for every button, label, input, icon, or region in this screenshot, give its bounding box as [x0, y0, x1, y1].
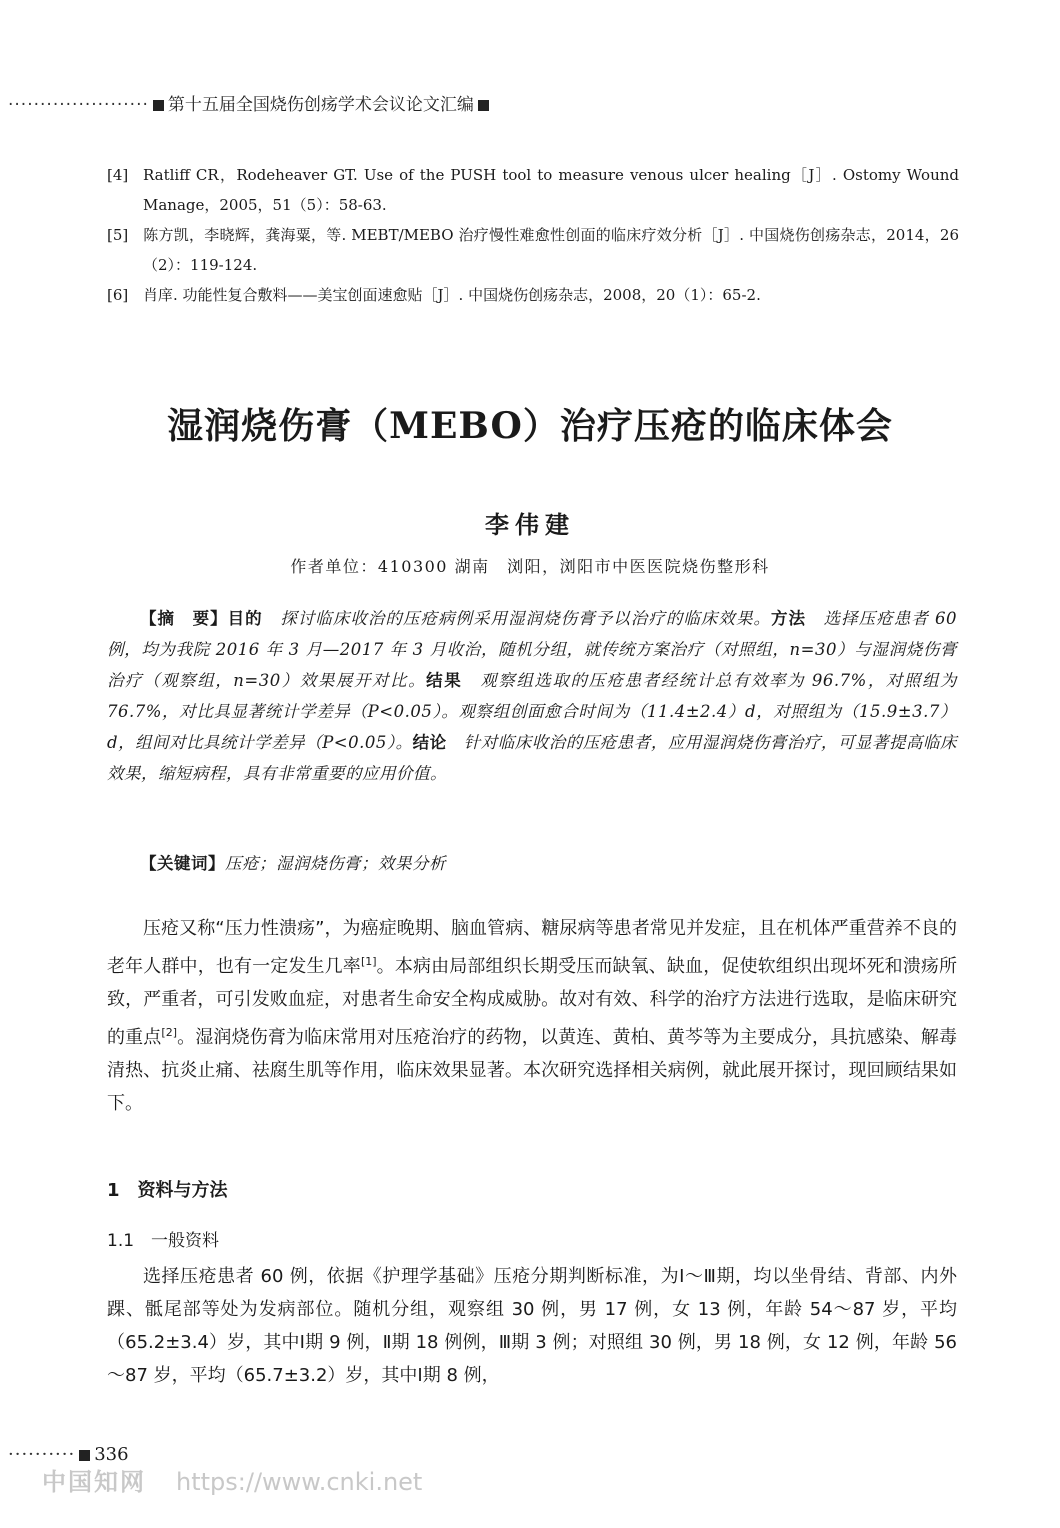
reference-number: [6] — [107, 286, 129, 304]
header-title: 第十五届全国烧伤创疡学术会议论文汇编 — [167, 95, 474, 115]
abstract-label: 【摘 要】 — [140, 609, 228, 628]
citation: [1] — [360, 955, 377, 968]
keywords-text: 压疮；湿润烧伤膏；效果分析 — [225, 854, 446, 873]
reference-text: 陈方凯，李晓辉，龚海粟，等. MEBT/MEBO 治疗慢性难愈性创面的临床疗效分析［J］. 中国烧伤创疡杂志，2014，26（2）：119-124. — [143, 226, 959, 274]
result-text: 观察组选取的压疮患者经统计总有效率为 96.7%，对照组为 76.7%，对比具显著统计学差异（P<0.05）。观察组创面愈合时间为（11.4±2.4）d，对照组为（15.9±3.7）d，组间对比具统计学差异（P<0.05）。 — [107, 671, 958, 752]
reference-list — [107, 160, 959, 310]
result-label: 结果 — [426, 671, 463, 690]
reference-text: Ratliff CR，Rodeheaver GT. Use of the PUSH tool to measure venous ulcer healing［J］. Ostomy Wound Manage，2005，51（5）：58-63. — [143, 166, 959, 214]
abstract — [107, 603, 957, 789]
page-number: 336 — [94, 1444, 129, 1465]
keywords-label: 【关键词】 — [140, 854, 225, 873]
paragraph: 选择压疮患者 60 例，依据《护理学基础》压疮分期判断标准，为Ⅰ～Ⅲ期，均以坐骨结、背部、内外踝、骶尾部等处为发病部位。随机分组，观察组 30 例，男 17 例，女 13 例，年龄 54～87 岁，平均（65.2±3.4）岁，其中Ⅰ期 9 例，Ⅱ期 18 例例，Ⅲ期 3 例；对照组 30 例，男 18 例，女 12 例，年龄 56～87 岁，平均（65.7±3.2）岁，其中Ⅰ期 8 例， — [107, 1266, 957, 1386]
reference-item — [107, 160, 959, 220]
section-heading: 1 资料与方法 — [107, 1180, 228, 1201]
watermark — [42, 1462, 422, 1497]
subsection-heading: 1.1 一般资料 — [107, 1231, 220, 1251]
square-icon — [153, 100, 164, 111]
cnki-logo: 中国知网 — [42, 1468, 146, 1496]
header-dots: ······················ — [8, 95, 149, 115]
purpose-text: 探讨临床收治的压疮病例采用湿润烧伤膏予以治疗的临床效果。 — [280, 609, 771, 628]
reference-item — [107, 280, 959, 310]
intro-text: 。本病由局部组织长期受压而缺氧、缺血，促使软组织出现坏死和溃疡所致，严重者，可引发败血症，对患者生命安全构成威胁。故对有效、科学的治疗方法进行选取，是临床研究的重点 — [107, 956, 958, 1048]
keywords — [107, 848, 957, 879]
article-title: 湿润烧伤膏（MEBO）治疗压疮的临床体会 — [167, 405, 893, 447]
method-text: 选择压疮患者 60 例，均为我院 2016 年 3 月—2017 年 3 月收治，随机分组，就传统方案治疗（对照组，n=30）与湿润烧伤膏治疗（观察组，n=30）效果展开对比。 — [107, 609, 958, 690]
article-author: 李伟建 — [485, 510, 575, 539]
conclusion-label: 结论 — [412, 733, 447, 752]
intro-text: 压疮又称“压力性溃疡”，为癌症晚期、脑血管病、糖尿病等患者常见并发症，且在机体严重营养不良的老年人群中，也有一定发生几率 — [107, 918, 957, 977]
citation: [2] — [161, 1026, 178, 1039]
square-icon — [79, 1450, 90, 1461]
reference-number: [4] — [107, 166, 129, 184]
running-header — [8, 90, 493, 115]
introduction — [107, 912, 957, 1120]
reference-text: 肖庠. 功能性复合敷料——美宝创面速愈贴［J］. 中国烧伤创疡杂志，2008，20（1）：65-2. — [143, 286, 761, 304]
square-icon — [478, 100, 489, 111]
reference-number: [5] — [107, 226, 129, 244]
intro-text: 。湿润烧伤膏为临床常用对压疮治疗的药物，以黄连、黄柏、黄芩等为主要成分，具抗感染、解毒清热、抗炎止痛、祛腐生肌等作用，临床效果显著。本次研究选择相关病例，就此展开探讨，现回顾结果如下。 — [107, 1027, 957, 1114]
cnki-url: https://www.cnki.net — [176, 1468, 423, 1496]
author-affiliation: 作者单位：410300 湖南 浏阳，浏阳市中医医院烧伤整形科 — [290, 557, 770, 576]
method-label: 方法 — [771, 609, 807, 628]
footer-dots: ·········· — [8, 1444, 76, 1465]
general-data-paragraph — [107, 1260, 957, 1392]
purpose-label: 目的 — [227, 609, 263, 628]
conclusion-text: 针对临床收治的压疮患者，应用湿润烧伤膏治疗，可显著提高临床效果，缩短病程，具有非常重要的应用价值。 — [107, 733, 958, 783]
reference-item — [107, 220, 959, 280]
